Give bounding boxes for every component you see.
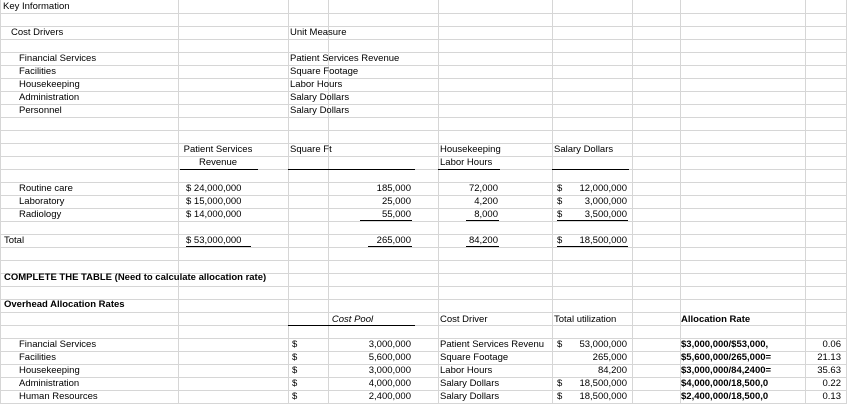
grid-row-line — [0, 117, 847, 118]
driver-facilities[interactable]: Facilities — [19, 66, 56, 77]
salary-laboratory[interactable]: 3,000,000 — [584, 196, 627, 207]
grid-col-line — [632, 0, 633, 404]
driver-administration-cell[interactable]: Salary Dollars — [440, 378, 500, 389]
grid-row-line — [0, 130, 847, 131]
grid-row-line — [0, 26, 847, 27]
grid-row-line — [0, 234, 847, 235]
total-underline — [368, 246, 412, 247]
rate-human-resources[interactable]: 0.13 — [822, 391, 841, 402]
pool-sym: $ — [292, 352, 298, 363]
salary-header[interactable]: Salary Dollars — [554, 144, 614, 155]
formula-facilities[interactable]: $5,600,000/265,000= — [681, 352, 772, 363]
key-info-title[interactable]: Key Information — [3, 1, 70, 12]
unit-salary-dollars-admin[interactable]: Salary Dollars — [290, 92, 350, 103]
unit-labor-hours[interactable]: Labor Hours — [290, 79, 343, 90]
cost-driver-header[interactable]: Cost Driver — [440, 314, 488, 325]
pool-sym: $ — [292, 339, 298, 350]
driver-administration[interactable]: Administration — [19, 92, 80, 103]
util-sym: $ — [557, 378, 563, 389]
pool-financial-services[interactable]: 3,000,000 — [368, 339, 411, 350]
formula-human-resources[interactable]: $2,400,000/18,500,0 — [681, 391, 769, 402]
unit-patient-services-revenue[interactable]: Patient Services Revenue — [290, 53, 400, 64]
hours-total[interactable]: 84,200 — [468, 235, 498, 246]
grid-row-line — [0, 260, 847, 261]
header-underline — [180, 169, 258, 170]
driver-facilities-cell[interactable]: Square Footage — [440, 352, 509, 363]
salary-sym: $ — [557, 209, 563, 220]
util-administration[interactable]: 18,500,000 — [579, 378, 627, 389]
salary-sym: $ — [557, 235, 563, 246]
hours-underline — [466, 220, 499, 221]
psr-laboratory[interactable]: $ 15,000,000 — [186, 196, 242, 207]
driver-housekeeping-cell[interactable]: Labor Hours — [440, 365, 493, 376]
pool-human-resources[interactable]: 2,400,000 — [368, 391, 411, 402]
sqft-routine-care[interactable]: 185,000 — [376, 183, 411, 194]
grid-row-line — [0, 325, 847, 326]
overhead-title[interactable]: Overhead Allocation Rates — [4, 299, 125, 310]
sqft-radiology[interactable]: 55,000 — [381, 209, 411, 220]
util-housekeeping[interactable]: 84,200 — [597, 365, 627, 376]
grid-row-line — [0, 286, 847, 287]
instruction-text[interactable]: COMPLETE THE TABLE (Need to calculate allocation rate) — [4, 272, 267, 283]
rate-administration[interactable]: 0.22 — [822, 378, 841, 389]
total-utilization-header[interactable]: Total utilization — [554, 314, 617, 325]
util-financial-services[interactable]: 53,000,000 — [579, 339, 627, 350]
salary-underline — [557, 220, 628, 221]
oh-label-administration[interactable]: Administration — [19, 378, 80, 389]
row-label-radiology[interactable]: Radiology — [19, 209, 62, 220]
grid-row-line — [0, 247, 847, 248]
pool-sym: $ — [292, 378, 298, 389]
util-human-resources[interactable]: 18,500,000 — [579, 391, 627, 402]
grid-row-line — [0, 91, 847, 92]
grid-col-line — [178, 0, 179, 404]
salary-sym: $ — [557, 183, 563, 194]
sqft-header[interactable]: Square Ft — [290, 144, 332, 155]
hours-routine-care[interactable]: 72,000 — [468, 183, 498, 194]
hours-radiology[interactable]: 8,000 — [474, 209, 498, 220]
pool-facilities[interactable]: 5,600,000 — [368, 352, 411, 363]
oh-label-housekeeping[interactable]: Housekeeping — [19, 365, 80, 376]
grid-row-line — [0, 52, 847, 53]
grid-row-line — [0, 182, 847, 183]
formula-housekeeping[interactable]: $3,000,000/84,2400= — [681, 365, 772, 376]
grid-row-line — [0, 221, 847, 222]
sqft-underline — [360, 220, 412, 221]
sqft-total[interactable]: 265,000 — [376, 235, 411, 246]
grid-row-line — [0, 143, 847, 144]
cost-pool-header[interactable]: Cost Pool — [331, 314, 374, 325]
grid-row-line — [0, 39, 847, 40]
grid-row-line — [0, 299, 847, 300]
total-label[interactable]: Total — [4, 235, 25, 246]
grid-col-line — [438, 0, 439, 404]
grid-row-line — [0, 195, 847, 196]
salary-sym: $ — [557, 196, 563, 207]
grid-col-line — [0, 0, 1, 404]
driver-financial-services[interactable]: Financial Services — [19, 53, 97, 64]
rate-housekeeping[interactable]: 35.63 — [817, 365, 841, 376]
header-underline — [288, 325, 415, 326]
total-underline — [186, 246, 251, 247]
header-underline — [438, 169, 500, 170]
grid-row-line — [0, 78, 847, 79]
total-underline — [557, 246, 628, 247]
grid-row-line — [0, 65, 847, 66]
grid-col-line — [288, 0, 289, 404]
allocation-rate-header[interactable]: Allocation Rate — [681, 314, 751, 325]
oh-label-facilities[interactable]: Facilities — [19, 352, 56, 363]
driver-financial-services-cell[interactable]: Patient Services Revenu — [440, 339, 545, 350]
salary-routine-care[interactable]: 12,000,000 — [579, 183, 627, 194]
header-underline — [552, 169, 629, 170]
grid-row-line — [0, 208, 847, 209]
grid-row-line — [0, 156, 847, 157]
grid-row-line — [0, 169, 847, 170]
sqft-laboratory[interactable]: 25,000 — [381, 196, 411, 207]
row-label-laboratory[interactable]: Laboratory — [19, 196, 65, 207]
psr-routine-care[interactable]: $ 24,000,000 — [186, 183, 242, 194]
rate-facilities[interactable]: 21.13 — [817, 352, 841, 363]
pool-housekeeping[interactable]: 3,000,000 — [368, 365, 411, 376]
psr-total[interactable]: $ 53,000,000 — [186, 235, 242, 246]
pool-sym: $ — [292, 365, 298, 376]
unit-square-footage[interactable]: Square Footage — [290, 66, 359, 77]
unit-measure-header[interactable]: Unit Measure — [290, 27, 347, 38]
util-sym: $ — [557, 391, 563, 402]
grid-row-line — [0, 104, 847, 105]
psr-radiology[interactable]: $ 14,000,000 — [186, 209, 242, 220]
driver-human-resources-cell[interactable]: Salary Dollars — [440, 391, 500, 402]
hk-header-line2[interactable]: Labor Hours — [440, 157, 493, 168]
driver-personnel[interactable]: Personnel — [19, 105, 62, 116]
row-label-routine-care[interactable]: Routine care — [19, 183, 73, 194]
formula-administration[interactable]: $4,000,000/18,500,0 — [681, 378, 769, 389]
oh-label-financial-services[interactable]: Financial Services — [19, 339, 97, 350]
oh-label-human-resources[interactable]: Human Resources — [19, 391, 98, 402]
hours-laboratory[interactable]: 4,200 — [474, 196, 498, 207]
total-underline — [466, 246, 499, 247]
salary-radiology[interactable]: 3,500,000 — [584, 209, 627, 220]
util-sym: $ — [557, 339, 563, 350]
grid-row-line — [0, 312, 847, 313]
driver-housekeeping[interactable]: Housekeeping — [19, 79, 80, 90]
psr-header-line1[interactable]: Patient Services — [183, 144, 253, 155]
util-facilities[interactable]: 265,000 — [592, 352, 627, 363]
pool-administration[interactable]: 4,000,000 — [368, 378, 411, 389]
hk-header-line1[interactable]: Housekeeping — [440, 144, 501, 155]
unit-salary-dollars-personnel[interactable]: Salary Dollars — [290, 105, 350, 116]
grid-row-line — [0, 13, 847, 14]
pool-sym: $ — [292, 391, 298, 402]
formula-financial-services[interactable]: $3,000,000/$53,000, — [681, 339, 769, 350]
header-underline — [288, 169, 415, 170]
cost-drivers-header[interactable]: Cost Drivers — [11, 27, 64, 38]
rate-financial-services[interactable]: 0.06 — [822, 339, 841, 350]
salary-total[interactable]: 18,500,000 — [579, 235, 627, 246]
grid-col-line — [552, 0, 553, 404]
psr-header-line2[interactable]: Revenue — [198, 157, 238, 168]
